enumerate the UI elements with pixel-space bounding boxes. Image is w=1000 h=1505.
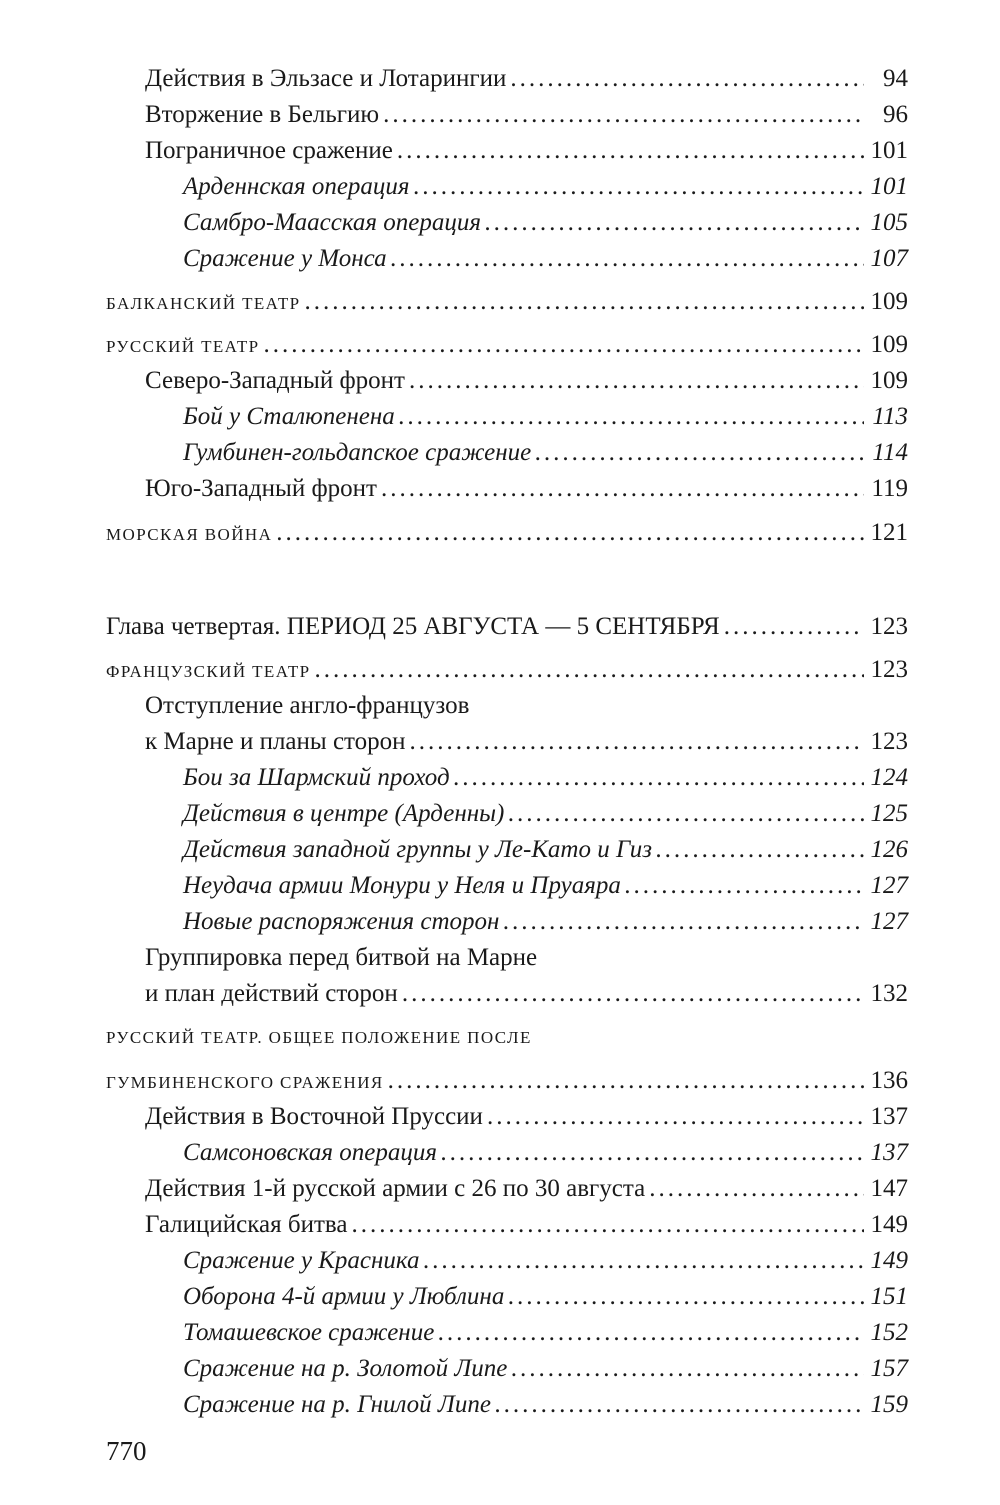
toc-entry-title: Действия 1-й русской армии с 26 по 30 августа	[145, 1175, 646, 1202]
toc-entry-title: Вторжение в Бельгию	[145, 101, 380, 128]
toc-entry-page: 109	[870, 331, 908, 358]
dot-leader	[438, 1316, 864, 1350]
toc-section	[106, 516, 908, 550]
toc-entry-title: Бои за Шармский проход	[183, 764, 450, 791]
toc-entry	[183, 905, 908, 939]
toc-entry-title: Действия в Эльзасе и Лотарингии	[145, 65, 507, 92]
toc-entry-title: Действия западной группы у Ле-Като и Гиз	[183, 836, 652, 863]
toc-entry-title: Томашевское сражение	[183, 1319, 435, 1346]
toc-entry-title: Галицийская битва	[145, 1211, 348, 1238]
toc-entry	[183, 797, 908, 831]
toc-entry-page: 159	[870, 1391, 908, 1418]
dot-leader	[656, 833, 864, 867]
dot-leader	[414, 170, 864, 204]
toc-entry-page: 125	[870, 800, 908, 827]
toc-entry	[183, 1136, 908, 1170]
toc-entry-page: 149	[870, 1211, 908, 1238]
dot-leader	[391, 242, 864, 276]
dot-leader	[535, 436, 864, 470]
toc-entry	[183, 1352, 908, 1386]
toc-entry	[145, 1100, 908, 1134]
toc-entry	[183, 206, 908, 240]
toc-entry-page: 157	[870, 1355, 908, 1382]
dot-leader	[263, 328, 864, 362]
toc-entry-page: 127	[870, 908, 908, 935]
toc-entry-page: 123	[870, 613, 908, 640]
toc-entry-title: к Марне и планы сторон	[145, 728, 406, 755]
toc-entry-title: Действия в Восточной Пруссии	[145, 1103, 483, 1130]
toc-entry-title: Юго-Западный фронт	[145, 475, 377, 502]
dot-leader	[724, 610, 864, 644]
toc-entry	[183, 833, 908, 867]
toc-entry-title: Сражение у Монса	[183, 245, 387, 272]
toc-section-title: ГУМБИНЕНСКОГО СРАЖЕНИЯ	[106, 1073, 384, 1092]
toc-entry-page: 94	[883, 65, 908, 92]
dot-leader	[508, 1280, 864, 1314]
dot-leader	[423, 1244, 864, 1278]
toc-section-line	[106, 1021, 908, 1055]
dot-leader	[510, 62, 864, 96]
toc-entry-title: Сражение у Красника	[183, 1247, 420, 1274]
toc-section	[106, 1064, 908, 1098]
toc-entry	[183, 1316, 908, 1350]
page-number: 770	[106, 1436, 147, 1466]
toc-entry-page: 101	[870, 137, 908, 164]
toc-entry-page: 123	[870, 728, 908, 755]
toc-entry-page: 123	[870, 656, 908, 683]
dot-leader	[441, 1136, 864, 1170]
toc-entry-title: Пограничное сражение	[145, 137, 393, 164]
toc-entry	[145, 62, 908, 96]
toc-entry	[183, 242, 908, 276]
toc-entry	[145, 364, 908, 398]
toc-entry	[145, 725, 908, 759]
dot-leader	[315, 653, 864, 687]
toc-entry-title: Сражение на р. Золотой Липе	[183, 1355, 508, 1382]
toc-entry-line	[145, 941, 908, 975]
dot-leader	[485, 206, 864, 240]
toc-entry-title: Гумбинен-гольдапское сражение	[183, 439, 532, 466]
toc-section-title: МОРСКАЯ ВОЙНА	[106, 525, 273, 544]
toc-entry	[145, 977, 908, 1011]
toc-section	[106, 285, 908, 319]
toc-entry-page: 109	[870, 367, 908, 394]
dot-leader	[487, 1100, 864, 1134]
toc-entry	[145, 1172, 908, 1206]
dot-leader	[388, 1064, 864, 1098]
toc-entry	[145, 1208, 908, 1242]
dot-leader	[399, 400, 864, 434]
dot-leader	[276, 516, 864, 550]
toc-entry-page: 109	[870, 288, 908, 315]
toc-chapter	[106, 610, 908, 644]
toc-chapter-title: Глава четвертая. ПЕРИОД 25 АВГУСТА — 5 СЕНТЯБРЯ	[106, 613, 720, 640]
toc-entry-page: 127	[870, 872, 908, 899]
toc-entry-title: Группировка перед битвой на Марне	[145, 944, 538, 971]
toc-entry-title: Оборона 4-й армии у Люблина	[183, 1283, 505, 1310]
toc-entry	[145, 472, 908, 506]
toc-entry-title: Неудача армии Монури у Неля и Пруаяра	[183, 872, 621, 899]
dot-leader	[649, 1172, 864, 1206]
dot-leader	[383, 98, 864, 132]
toc-entry	[183, 170, 908, 204]
dot-leader	[495, 1388, 864, 1422]
toc-entry-page: 121	[870, 519, 908, 546]
dot-leader	[402, 977, 864, 1011]
toc-entry-title: Северо-Западный фронт	[145, 367, 405, 394]
toc-entry-page: 147	[870, 1175, 908, 1202]
toc-entry-title: Отступление англо-французов	[145, 692, 470, 719]
toc-entry	[183, 761, 908, 795]
toc-entry-page: 107	[870, 245, 908, 272]
toc-entry	[183, 436, 908, 470]
toc-entry-title: Самсоновская операция	[183, 1139, 437, 1166]
toc-entry-page: 113	[872, 403, 908, 430]
toc-entry-page: 132	[870, 980, 908, 1007]
toc-entry-title: и план действий сторон	[145, 980, 398, 1007]
toc-entry-title: Арденнская операция	[183, 173, 410, 200]
dot-leader	[305, 285, 864, 319]
toc-entry-title: Сражение на р. Гнилой Липе	[183, 1391, 491, 1418]
toc-entry-page: 152	[870, 1319, 908, 1346]
dot-leader	[625, 869, 864, 903]
toc-entry-page: 96	[883, 101, 908, 128]
toc-entry-page: 151	[870, 1283, 908, 1310]
toc-entry	[183, 1280, 908, 1314]
dot-leader	[409, 364, 864, 398]
dot-leader	[381, 472, 864, 506]
toc-entry-page: 124	[870, 764, 908, 791]
dot-leader	[351, 1208, 864, 1242]
toc-entry-page: 119	[871, 475, 908, 502]
toc-section	[106, 653, 908, 687]
toc-entry-page: 126	[870, 836, 908, 863]
dot-leader	[508, 797, 864, 831]
toc-entry	[183, 869, 908, 903]
toc-section-title: РУССКИЙ ТЕАТР. ОБЩЕЕ ПОЛОЖЕНИЕ ПОСЛЕ	[106, 1028, 532, 1047]
dot-leader	[454, 761, 864, 795]
toc-entry	[183, 400, 908, 434]
toc-entry-page: 137	[870, 1103, 908, 1130]
toc-entry	[145, 134, 908, 168]
toc-entry	[183, 1244, 908, 1278]
toc-entry	[145, 98, 908, 132]
toc-entry-line	[145, 689, 908, 723]
dot-leader	[503, 905, 864, 939]
toc-entry-page: 136	[870, 1067, 908, 1094]
toc-entry-title: Действия в центре (Арденны)	[183, 800, 505, 827]
dot-leader	[397, 134, 864, 168]
toc-entry-page: 137	[870, 1139, 908, 1166]
toc-entry-page: 101	[870, 173, 908, 200]
toc-section-title: ФРАНЦУЗСКИЙ ТЕАТР	[106, 662, 311, 681]
toc-entry-title: Бой у Сталюпенена	[183, 403, 395, 430]
toc-entry-page: 105	[870, 209, 908, 236]
dot-leader	[511, 1352, 864, 1386]
dot-leader	[410, 725, 864, 759]
toc-section-title: БАЛКАНСКИЙ ТЕАТР	[106, 294, 301, 313]
toc-entry-title: Самбро-Маасская операция	[183, 209, 482, 236]
toc-section	[106, 328, 908, 362]
toc-section-title: РУССКИЙ ТЕАТР	[106, 337, 260, 356]
toc-entry-page: 149	[870, 1247, 908, 1274]
toc-entry-page: 114	[872, 439, 908, 466]
toc-entry	[183, 1388, 908, 1422]
toc-entry-title: Новые распоряжения сторон	[183, 908, 500, 935]
